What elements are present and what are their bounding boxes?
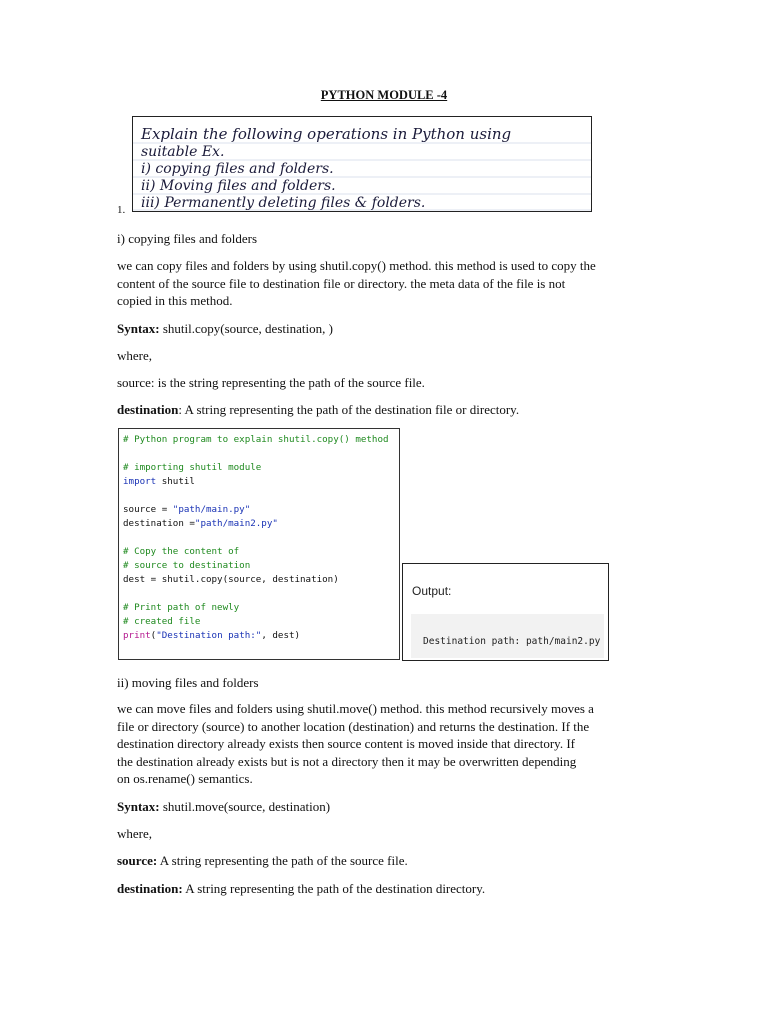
copy-paragraph-line: copied in this method.: [117, 293, 233, 308]
code-line: [123, 573, 395, 587]
move-paragraph-line: file or directory (source) to another location (destination) and returns the destination. If the: [117, 718, 590, 734]
code-line: [123, 601, 395, 615]
move-syntax: [117, 798, 657, 816]
handwritten-question-image: [132, 116, 592, 212]
code-token: dest = shutil.copy(source, destination): [123, 574, 339, 585]
move-destination-value: A string representing the path of the destination directory.: [182, 881, 486, 896]
page-title: PYTHON MODULE -4: [320, 88, 448, 102]
move-paragraph: [117, 700, 657, 788]
copy-heading: i) copying files and folders: [117, 231, 258, 246]
code-line: [123, 545, 395, 559]
code-token: "path/main.py": [172, 504, 251, 515]
code-line: [123, 503, 395, 517]
output-panel: [402, 563, 609, 661]
copy-syntax-label: Syntax:: [117, 321, 160, 336]
code-token: "path/main2.py": [194, 518, 278, 529]
code-token: # importing shutil module: [123, 462, 262, 473]
handwritten-note: [133, 117, 592, 212]
move-source-label: source:: [117, 853, 158, 868]
output-box: [411, 614, 604, 658]
copy-paragraph-line: content of the source file to destination file or directory. the meta data of the file is not: [117, 275, 566, 291]
svg-text:suitable Ex.: suitable Ex.: [141, 144, 225, 160]
move-where: where,: [117, 826, 153, 841]
copy-destination-value: : A string representing the path of the destination file or directory.: [178, 402, 520, 417]
svg-text:ii) Moving files and folders.: ii) Moving files and folders.: [141, 178, 336, 194]
move-paragraph-line: we can move files and folders using shutil.move() method. this method recursively moves a: [117, 701, 594, 716]
code-line: [123, 433, 395, 447]
copy-destination-label: destination: [117, 402, 179, 417]
code-line: [123, 531, 395, 545]
code-token: "Destination path:": [156, 630, 262, 641]
copy-syntax-value: shutil.copy(source, destination, ): [159, 321, 333, 336]
copy-source-line: source: is the string representing the path of the source file.: [117, 375, 425, 390]
question-number: 1.: [117, 204, 126, 216]
copy-paragraph-line: we can copy files and folders by using shutil.copy() method. this method is used to copy the: [117, 258, 596, 273]
code-line: [123, 517, 395, 531]
move-syntax-label: Syntax:: [117, 799, 160, 814]
svg-text:iii) Permanently deleting file: iii) Permanently deleting files & folders.: [141, 195, 426, 211]
code-token: # Python program to explain shutil.copy() method: [123, 434, 389, 445]
code-line: [123, 447, 395, 461]
move-syntax-value: shutil.move(source, destination): [159, 799, 331, 814]
move-paragraph-line: the destination already exists but is not a directory then it may be overwritten depending: [117, 753, 577, 769]
code-token: # source to destination: [123, 560, 251, 571]
output-value: Destination path: path/main2.py: [423, 636, 601, 647]
code-token: import: [123, 476, 157, 487]
code-line: [123, 461, 395, 475]
copy-paragraph: [117, 257, 657, 310]
copy-where: where,: [117, 348, 153, 363]
copy-destination-line: [117, 401, 657, 419]
code-token: , dest): [261, 630, 301, 641]
move-paragraph-line: destination directory already exists then source content is moved inside that directory. If: [117, 736, 575, 751]
code-token: (: [150, 630, 157, 641]
code-token: source =: [123, 504, 173, 515]
code-line: [123, 629, 395, 643]
svg-text:i) copying files and folders.: i) copying files and folders.: [141, 161, 334, 177]
code-token: print: [123, 630, 151, 641]
move-paragraph-line: on os.rename() semantics.: [117, 771, 253, 786]
code-token: # Copy the content of: [123, 546, 240, 557]
code-block: [118, 428, 400, 660]
code-line: [123, 489, 395, 503]
code-line: [123, 475, 395, 489]
move-destination-label: destination:: [117, 881, 183, 896]
code-token: shutil: [156, 476, 195, 487]
move-source-value: A string representing the path of the source file.: [157, 853, 408, 868]
code-line: [123, 615, 395, 629]
copy-syntax: [117, 320, 657, 338]
code-line: [123, 559, 395, 573]
code-token: destination =: [123, 518, 195, 529]
move-destination-line: [117, 880, 657, 898]
code-line: [123, 587, 395, 601]
code-token: # created file: [123, 616, 201, 627]
svg-text:Explain the following operatio: Explain the following operations in Python using: [141, 125, 512, 143]
move-source-line: [117, 852, 657, 870]
code-token: # Print path of newly: [123, 602, 240, 613]
output-label: Output:: [412, 584, 452, 598]
move-heading: ii) moving files and folders: [117, 675, 259, 690]
